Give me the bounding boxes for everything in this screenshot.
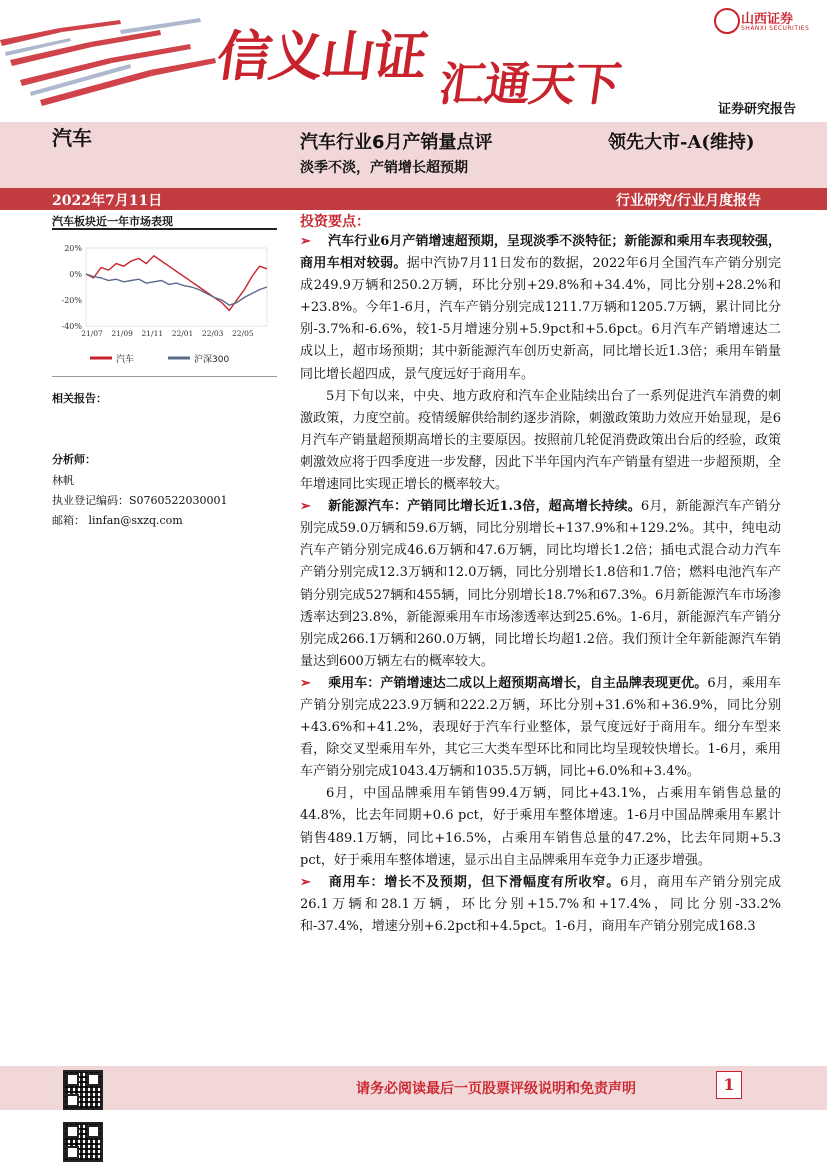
report-subtitle: 淡季不淡，产销增长超预期 (300, 160, 468, 176)
report-type-label: 证券研究报告 (718, 102, 797, 117)
report-body (300, 231, 781, 938)
legend-label: 汽车 (116, 355, 135, 365)
paragraph: ➢ 乘用车：产销增速达二成以上超预期高增长，自主品牌表现更优。6月，乘用车产销分别完成223.9万辆和222.2万辆，环比分别+31.6%和+36.9%，同比分别+43.6%和+41.2%，表现好于汽车行业整体，景气度远好于商用车。细分车型来看，除交叉型乘用车外，其它三大类车型环比和同比均呈现较快增长。1-6月，乘用车产销分别完成1043.4万辆和1035.5万辆，同比+6.0%和+3.4%。 (300, 673, 781, 783)
footer-disclaimer: 请务必阅读最后一页股票评级说明和免责声明 (356, 1081, 636, 1097)
x-tick-label: 22/01 (171, 329, 194, 338)
report-date: 2022年7月11日 (52, 193, 163, 209)
paragraph: 5月下旬以来，中央、地方政府和汽车企业陆续出台了一系列促进汽车消费的刺激政策，力度空前。疫情缓解供给制约逐步消除，刺激政策助力效应开始显现，是6月汽车产销量超预期高增长的主要原因。按照前几轮促消费政策出台后的经验，政策刺激效应将于四季度进一步发酵，因此下半年国内汽车产销量有望进一步超预期，全年增速同比实现正增长的概率较大。 (300, 388, 782, 493)
divider (52, 376, 277, 377)
industry-label: 汽车 (52, 126, 92, 150)
y-tick-label: 20% (64, 244, 82, 253)
page-number: 1 (716, 1071, 742, 1099)
qr-code-icon (63, 1070, 103, 1110)
x-tick-label: 22/05 (232, 329, 254, 338)
x-tick-label: 21/09 (111, 329, 133, 338)
paragraph: ➢ 商用车：增长不及预期，但下滑幅度有所收窄。6月，商用车产销分别完成26.1万辆和28.1万辆，环比分别+15.7%和+17.4%，同比分别-33.2%和-37.4%，增速分别+6.2pct和+4.5pct。1-6月，商用车产销分别完成168.3 (300, 872, 781, 938)
bullet-arrow-icon: ➢ (300, 499, 311, 515)
bullet-arrow-icon: ➢ (300, 675, 311, 691)
chart-title: 汽车板块近一年市场表现 (52, 215, 173, 228)
x-tick-label: 22/03 (201, 329, 224, 338)
y-tick-label: -20% (61, 296, 82, 305)
qr-code-icon (63, 1122, 103, 1162)
market-performance-chart (52, 238, 277, 368)
report-category: 行业研究/行业月度报告 (616, 193, 762, 209)
slogan-part2: 汇通天下 (435, 57, 624, 111)
divider (52, 228, 277, 230)
plot-frame (86, 248, 267, 326)
x-tick-label: 21/11 (141, 329, 164, 338)
analyst-email[interactable]: 邮箱： linfan@sxzq.com (52, 514, 183, 527)
bullet-arrow-icon: ➢ (300, 234, 311, 249)
company-name-en: SHANXI SECURITIES (741, 25, 810, 32)
paragraph: ➢ 新能源汽车：产销同比增长近1.3倍，超高增长持续。6月，新能源汽车产销分别完成59.0万辆和59.6万辆，同比分别增长+137.9%和+129.2%。其中，纯电动汽车产销分别完成46.6万辆和47.6万辆，同比均增长1.2倍；插电式混合动力汽车产销分别完成12.3万辆和12.0万辆，同比分别增长1.8倍和1.7倍；燃料电池汽车产销分别完成527辆和455辆，同比分别增长18.7%和67.3%。6月新能源汽车市场渗透率达到23.8%，新能源乘用车市场渗透率达到25.6%。1-6月，新能源汽车产销分别完成266.1万辆和260.0万辆，同比增长均超1.2倍。我们预计全年新能源汽车销量达到600万辆左右的概率较大。 (300, 496, 781, 673)
y-tick-label: -40% (61, 322, 82, 331)
legend-label: 沪深300 (194, 355, 230, 365)
paragraph: 6月，中国品牌乘用车销售99.4万辆，同比+43.1%，占乘用车销售总量的44.8%，比去年同期+0.6 pct，好于乘用车整体增速。1-6月中国品牌乘用车累计销售489.1万辆，同比+16.5%，占乘用车销售总量的47.2%，比去年同期+5.3 pct，好于乘用车整体增速，显示出自主品牌乘用车竞争力正逐步增强。 (300, 786, 781, 868)
rating-label: 领先大市-A(维持) (608, 132, 755, 153)
header-swoosh-decoration (0, 0, 230, 122)
company-logo-icon (714, 8, 740, 34)
analyst-name: 林帆 (52, 474, 74, 487)
paragraph: ➢ 汽车行业6月产销增速超预期，呈现淡季不淡特征；新能源和乘用车表现较强，商用车相对较弱。据中汽协7月11日发布的数据，2022年6月全国汽车产销分别完成249.9万辆和250.2万辆，环比分别+29.8%和+34.4%，同比分别+28.2%和+23.8%。今年1-6月，汽车产销分别完成1211.7万辆和1205.7万辆，累计同比分别-3.7%和-6.6%，较1-5月增速分别+5.9pct和+5.6pct。6月汽车产销增速达二成以上，超市场预期；其中新能源汽车创历史新高，同比增长近1.3倍；乘用车销量同比增长超四成，景气度远好于商用车。 (300, 231, 781, 386)
slogan-part1: 信义山证 (213, 25, 430, 88)
related-reports-label: 相关报告： (52, 392, 107, 405)
bullet-arrow-icon: ➢ (300, 874, 311, 890)
section-title: 投资要点： (300, 214, 370, 230)
y-tick-label: 0% (69, 270, 82, 279)
x-tick-label: 21/07 (81, 329, 103, 338)
company-name: 山西证券 (741, 12, 794, 27)
report-title: 汽车行业6月产销量点评 (300, 132, 493, 153)
analyst-label: 分析师： (52, 453, 96, 466)
analyst-registration: 执业登记编码：S0760522030001 (52, 494, 228, 507)
series-line-沪深300 (86, 274, 267, 305)
